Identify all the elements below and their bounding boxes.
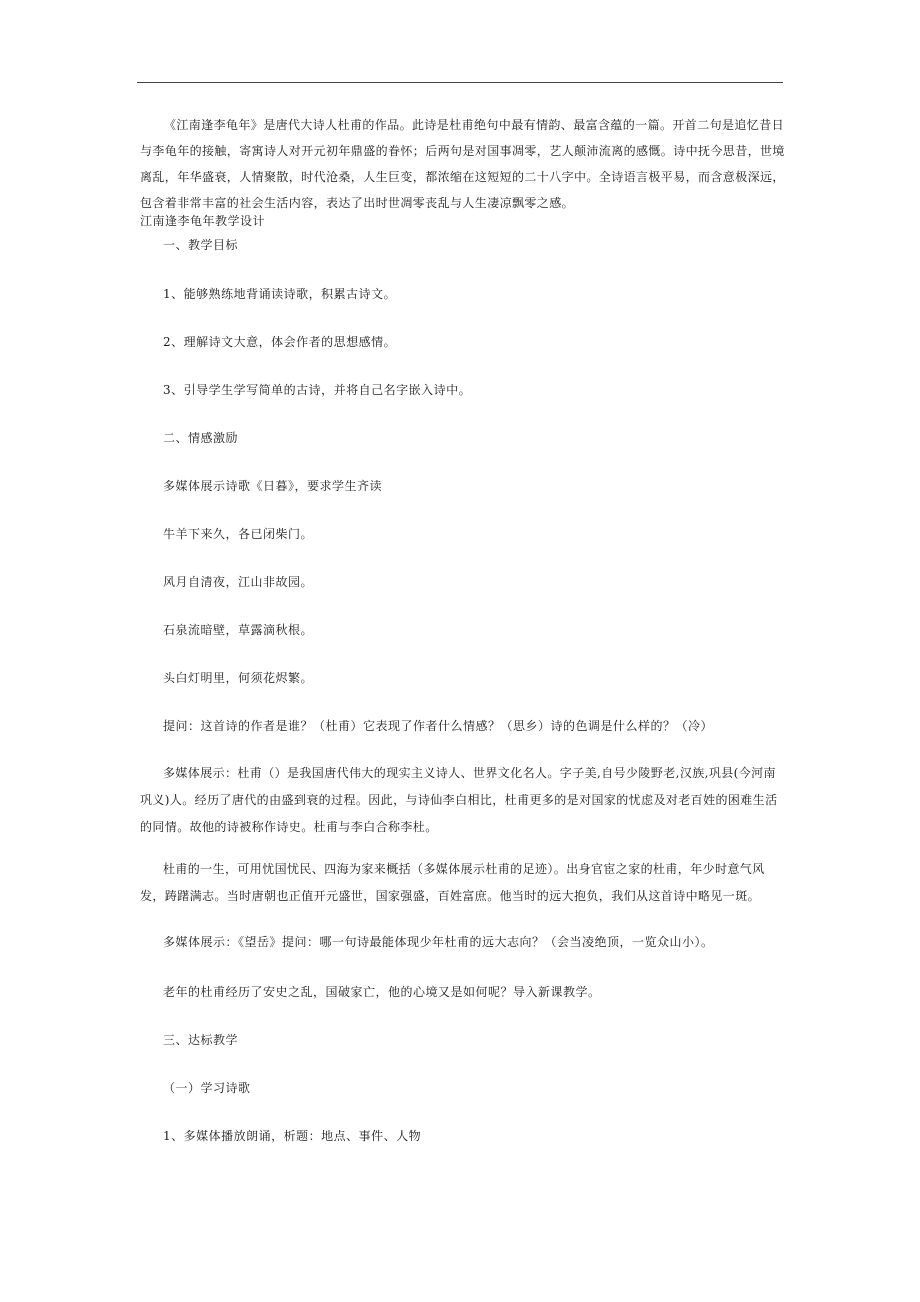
dufu-intro-paragraph: 多媒体展示：杜甫（）是我国唐代伟大的现实主义诗人、世界文化名人。字子美,自号少陵野老,汉族,巩县(今河南巩义)人。经历了唐代的由盛到衰的过程。因此，与诗仙李白相比，杜甫更多的是对国家的忧虑及对老百姓的困难生活的同情。故他的诗被称作诗史。杜甫与李白合称李杜。 [140,766,778,834]
poem-line: 头白灯明里，何须花烬繁。 [163,671,314,685]
intro-paragraph: 《江南逢李龟年》是唐代大诗人杜甫的作品。此诗是杜甫绝句中最有情韵、最富含蕴的一篇。开首二句是追忆昔日与李龟年的接触，寄寓诗人对开元初年鼎盛的眷怀；后两句是对国事凋零，艺人颠沛流离的感慨。诗中抚今思昔，世境离乱，年华盛衰，人情聚散，时代沧桑，人生巨变，都浓缩在这短短的二十八字中。全诗语言极平易，而含意极深远，包含着非常丰富的社会生活内容，表达了出时世凋零丧乱与人生凄凉飘零之感。 [140,118,785,210]
section-heading-teaching: 三、达标教学 [163,1033,239,1047]
goal-item-2: 2、理解诗文大意，体会作者的思想感情。 [163,335,397,349]
subsection-heading-poem: （一）学习诗歌 [163,1081,251,1095]
section-heading-emotion: 二、情感激励 [163,431,239,445]
dufu-life-paragraph: 杜甫的一生，可用忧国忧民、四海为家来概括（多媒体展示杜甫的足迹）。出身官宦之家的杜甫，年少时意气风发，踌躇满志。当时唐朝也正值开元盛世，国家强盛，百姓富庶。他当时的远大抱负，我们从这首诗中略见一斑。 [140,862,765,903]
step-item-1: 1、多媒体播放朗诵，析题：地点、事件、人物 [163,1129,422,1143]
wangyue-paragraph: 多媒体展示：《望岳》提问：哪一句诗最能体现少年杜甫的远大志向？（会当凌绝顶，一览众山小）。 [163,935,714,949]
poem-line: 牛羊下来久，各已闭柴门。 [163,527,314,541]
media-poem-instruction: 多媒体展示诗歌《日暮》，要求学生齐读 [163,479,383,493]
poem-line: 石泉流暗壁，草露滴秋根。 [163,623,314,637]
poem-line: 风月自清夜，江山非故园。 [163,575,314,589]
question-paragraph: 提问：这首诗的作者是谁？（杜甫）它表现了作者什么情感？（思乡）诗的色调是什么样的？（冷） [163,719,714,733]
header-rule [137,82,783,83]
goal-item-1: 1、能够熟练地背诵读诗歌，积累古诗文。 [163,287,397,301]
section-heading-goals: 一、教学目标 [163,238,239,252]
old-dufu-paragraph: 老年的杜甫经历了安史之乱，国破家亡，他的心境又是如何呢？导入新课教学。 [163,985,601,999]
document-title: 江南逢李龟年教学设计 [140,214,266,228]
goal-item-3: 3、引导学生学写简单的古诗，并将自己名字嵌入诗中。 [163,383,472,397]
